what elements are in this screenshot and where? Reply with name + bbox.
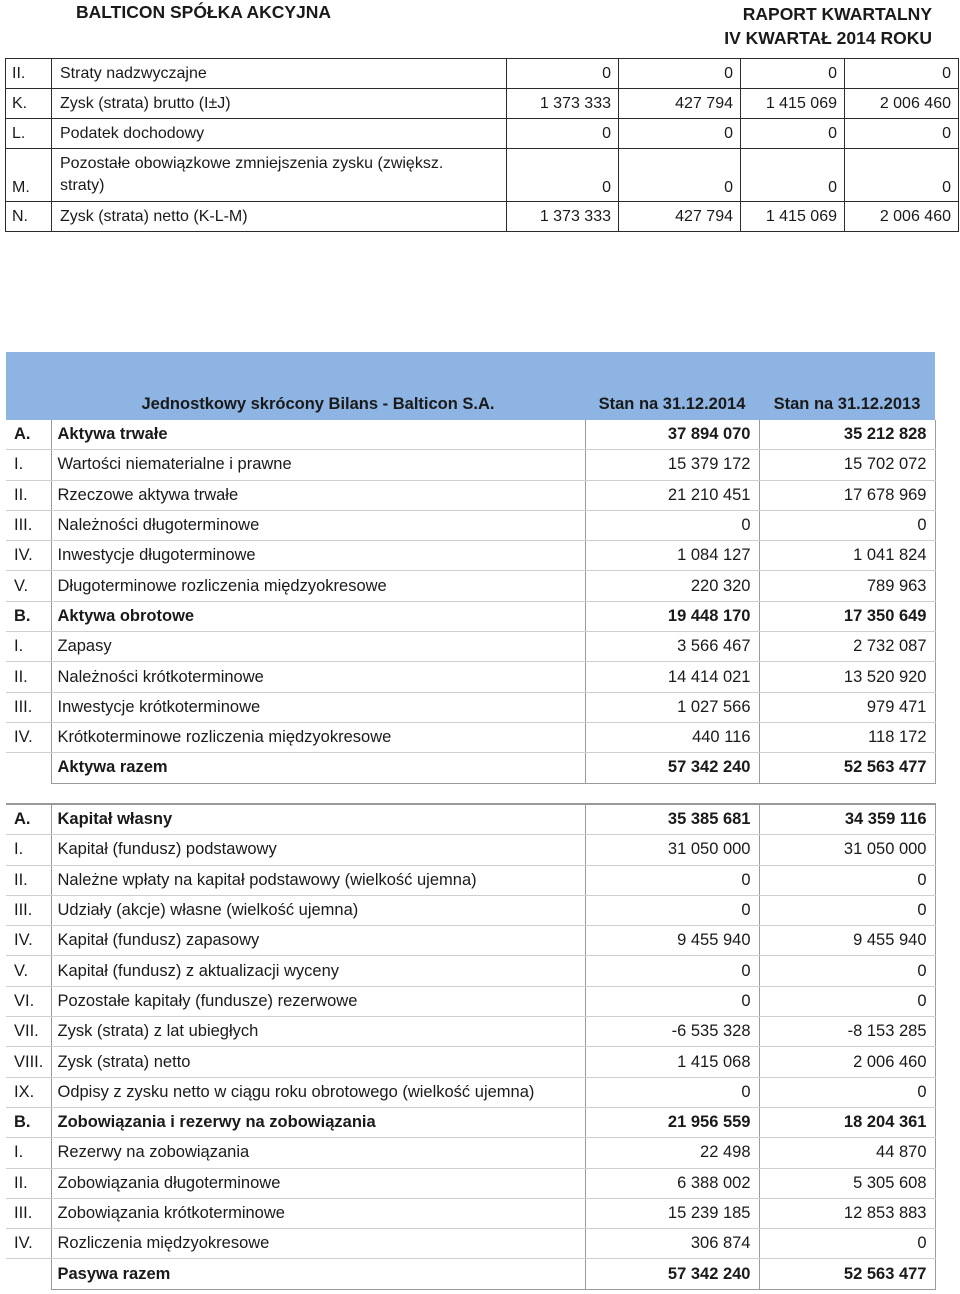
value-cell: 19 448 170 [585,601,759,631]
value-cell: 1 373 333 [507,202,619,232]
row-code: I. [6,450,51,480]
table-row [6,420,935,450]
total-value: 57 342 240 [585,753,759,783]
row-code: IV. [6,926,51,956]
report-header [0,0,960,50]
value-cell: 0 [845,59,959,89]
total-label: Aktywa razem [51,753,585,783]
row-label-line: Pozostałe obowiązkowe zmniejszenia zysku (zwiększ. [60,155,444,172]
row-label: Długoterminowe rozliczenia międzyokresowe [51,571,585,601]
row-code: IX. [6,1077,51,1107]
value-cell: -8 153 285 [759,1017,935,1047]
total-spacer [6,753,51,783]
table-row [6,1198,935,1228]
income-statement-table [5,58,959,232]
row-code: K. [6,89,52,119]
report-period: IV KWARTAŁ 2014 ROKU [724,28,932,48]
row-label: Kapitał (fundusz) z aktualizacji wyceny [51,956,585,986]
assets-total-row [6,753,935,783]
table-row [6,510,935,540]
value-cell: 13 520 920 [759,662,935,692]
table-row [6,1047,935,1077]
header-spacer [6,352,51,420]
value-cell: 0 [585,895,759,925]
value-cell: 15 239 185 [585,1198,759,1228]
column-header-2014: Stan na 31.12.2014 [585,352,759,420]
table-row [6,835,935,865]
row-code: L. [6,119,52,149]
table-row [6,692,935,722]
row-code: N. [6,202,52,232]
row-code: II. [6,480,51,510]
value-cell: 0 [759,510,935,540]
value-cell: 17 678 969 [759,480,935,510]
row-label: Aktywa obrotowe [51,601,585,631]
value-cell: 0 [585,510,759,540]
table-row [6,865,935,895]
column-header-2013: Stan na 31.12.2013 [759,352,935,420]
value-cell: -6 535 328 [585,1017,759,1047]
value-cell: 1 041 824 [759,541,935,571]
table-row [6,1229,935,1259]
row-label: Zobowiązania długoterminowe [51,1168,585,1198]
value-cell: 1 415 068 [585,1047,759,1077]
row-label: Rezerwy na zobowiązania [51,1138,585,1168]
table-row [6,119,959,149]
row-code: III. [6,692,51,722]
row-code: IV. [6,722,51,752]
value-cell: 306 874 [585,1229,759,1259]
row-label: Zysk (strata) netto [51,1047,585,1077]
row-code: IV. [6,1229,51,1259]
value-cell: 1 415 069 [741,202,845,232]
table-row [6,59,959,89]
value-cell: 0 [759,865,935,895]
table-row [6,480,935,510]
row-label: Należności krótkoterminowe [51,662,585,692]
value-cell: 0 [619,149,741,202]
value-cell: 12 853 883 [759,1198,935,1228]
value-cell: 0 [507,149,619,202]
report-title-block [724,2,932,50]
table-row [6,450,935,480]
value-cell: 9 455 940 [585,926,759,956]
table-row [6,632,935,662]
table-row [6,541,935,571]
row-code: V. [6,956,51,986]
value-cell: 0 [507,119,619,149]
value-cell: 2 006 460 [845,202,959,232]
table-row [6,571,935,601]
value-cell: 0 [741,149,845,202]
value-cell: 18 204 361 [759,1107,935,1137]
value-cell: 0 [507,59,619,89]
value-cell: 789 963 [759,571,935,601]
value-cell: 0 [741,119,845,149]
value-cell: 0 [759,986,935,1016]
value-cell: 220 320 [585,571,759,601]
value-cell: 35 385 681 [585,804,759,835]
value-cell: 2 006 460 [759,1047,935,1077]
report-title: RAPORT KWARTALNY [742,4,932,24]
value-cell: 0 [585,956,759,986]
table-row [6,1107,935,1137]
row-code: B. [6,601,51,631]
row-label: Kapitał (fundusz) podstawowy [51,835,585,865]
row-label-line: straty) [60,177,105,194]
row-code: IV. [6,541,51,571]
value-cell: 34 359 116 [759,804,935,835]
table-row [6,601,935,631]
value-cell: 15 702 072 [759,450,935,480]
table-row [6,1168,935,1198]
total-spacer [6,1259,51,1289]
value-cell: 1 027 566 [585,692,759,722]
row-label: Kapitał własny [51,804,585,835]
row-code: V. [6,571,51,601]
row-code: VIII. [6,1047,51,1077]
value-cell: 5 305 608 [759,1168,935,1198]
value-cell: 2 006 460 [845,89,959,119]
row-code: A. [6,420,51,450]
value-cell: 979 471 [759,692,935,722]
table-row [6,1138,935,1168]
row-code: II. [6,59,52,89]
value-cell: 31 050 000 [759,835,935,865]
row-label: Podatek dochodowy [52,119,507,149]
value-cell: 21 210 451 [585,480,759,510]
value-cell: 1 084 127 [585,541,759,571]
table-row [6,986,935,1016]
value-cell: 0 [585,865,759,895]
value-cell: 0 [759,1229,935,1259]
row-code: II. [6,1168,51,1198]
table-row [6,722,935,752]
row-code: I. [6,835,51,865]
value-cell: 0 [759,1077,935,1107]
row-code: II. [6,662,51,692]
value-cell: 0 [619,59,741,89]
value-cell: 427 794 [619,202,741,232]
table-row [6,89,959,119]
row-label: Zysk (strata) netto (K-L-M) [52,202,507,232]
company-name: BALTICON SPÓŁKA AKCYJNA [76,2,332,22]
value-cell: 35 212 828 [759,420,935,450]
total-value: 52 563 477 [759,1259,935,1289]
row-label: Kapitał (fundusz) zapasowy [51,926,585,956]
row-label: Należne wpłaty na kapitał podstawowy (wielkość ujemna) [51,865,585,895]
row-label: Aktywa trwałe [51,420,585,450]
row-label: Pozostałe kapitały (fundusze) rezerwowe [51,986,585,1016]
row-label: Inwestycje długoterminowe [51,541,585,571]
value-cell: 0 [845,149,959,202]
balance-assets-table [6,352,936,784]
value-cell: 0 [741,59,845,89]
value-cell: 2 732 087 [759,632,935,662]
value-cell: 118 172 [759,722,935,752]
row-label: Straty nadzwyczajne [52,59,507,89]
row-code: VII. [6,1017,51,1047]
liabilities-total-row [6,1259,935,1289]
row-label: Należności długoterminowe [51,510,585,540]
row-code: III. [6,1198,51,1228]
value-cell: 17 350 649 [759,601,935,631]
balance-header-row [6,352,935,420]
value-cell: 9 455 940 [759,926,935,956]
value-cell: 0 [619,119,741,149]
value-cell: 0 [759,895,935,925]
balance-liabilities-table [6,803,936,1290]
row-code: A. [6,804,51,835]
row-label [52,149,507,202]
table-row [6,926,935,956]
value-cell: 22 498 [585,1138,759,1168]
value-cell: 1 415 069 [741,89,845,119]
row-code: III. [6,510,51,540]
value-cell: 15 379 172 [585,450,759,480]
row-code: I. [6,632,51,662]
row-label: Zapasy [51,632,585,662]
value-cell: 3 566 467 [585,632,759,662]
row-label: Rozliczenia międzyokresowe [51,1229,585,1259]
row-label: Wartości niematerialne i prawne [51,450,585,480]
value-cell: 440 116 [585,722,759,752]
row-label: Rzeczowe aktywa trwałe [51,480,585,510]
row-code: M. [6,149,52,202]
table-row [6,956,935,986]
value-cell: 1 373 333 [507,89,619,119]
value-cell: 31 050 000 [585,835,759,865]
table-row [6,662,935,692]
row-label: Odpisy z zysku netto w ciągu roku obrotowego (wielkość ujemna) [51,1077,585,1107]
value-cell: 21 956 559 [585,1107,759,1137]
balance-title: Jednostkowy skrócony Bilans - Balticon S.A. [51,352,585,420]
row-label: Udziały (akcje) własne (wielkość ujemna) [51,895,585,925]
value-cell: 0 [759,956,935,986]
value-cell: 427 794 [619,89,741,119]
value-cell: 0 [845,119,959,149]
value-cell: 0 [585,1077,759,1107]
table-row [6,1017,935,1047]
row-code: III. [6,895,51,925]
table-row [6,149,959,202]
value-cell: 14 414 021 [585,662,759,692]
row-label: Zysk (strata) brutto (I±J) [52,89,507,119]
value-cell: 37 894 070 [585,420,759,450]
total-value: 57 342 240 [585,1259,759,1289]
row-code: I. [6,1138,51,1168]
row-label: Zysk (strata) z lat ubiegłych [51,1017,585,1047]
row-label: Zobowiązania i rezerwy na zobowiązania [51,1107,585,1137]
total-label: Pasywa razem [51,1259,585,1289]
value-cell: 0 [585,986,759,1016]
row-label: Zobowiązania krótkoterminowe [51,1198,585,1228]
table-row [6,202,959,232]
value-cell: 6 388 002 [585,1168,759,1198]
row-label: Krótkoterminowe rozliczenia międzyokresowe [51,722,585,752]
table-row [6,804,935,835]
row-code: B. [6,1107,51,1137]
row-label: Inwestycje krótkoterminowe [51,692,585,722]
table-row [6,895,935,925]
row-code: VI. [6,986,51,1016]
total-value: 52 563 477 [759,753,935,783]
table-row [6,1077,935,1107]
value-cell: 44 870 [759,1138,935,1168]
row-code: II. [6,865,51,895]
